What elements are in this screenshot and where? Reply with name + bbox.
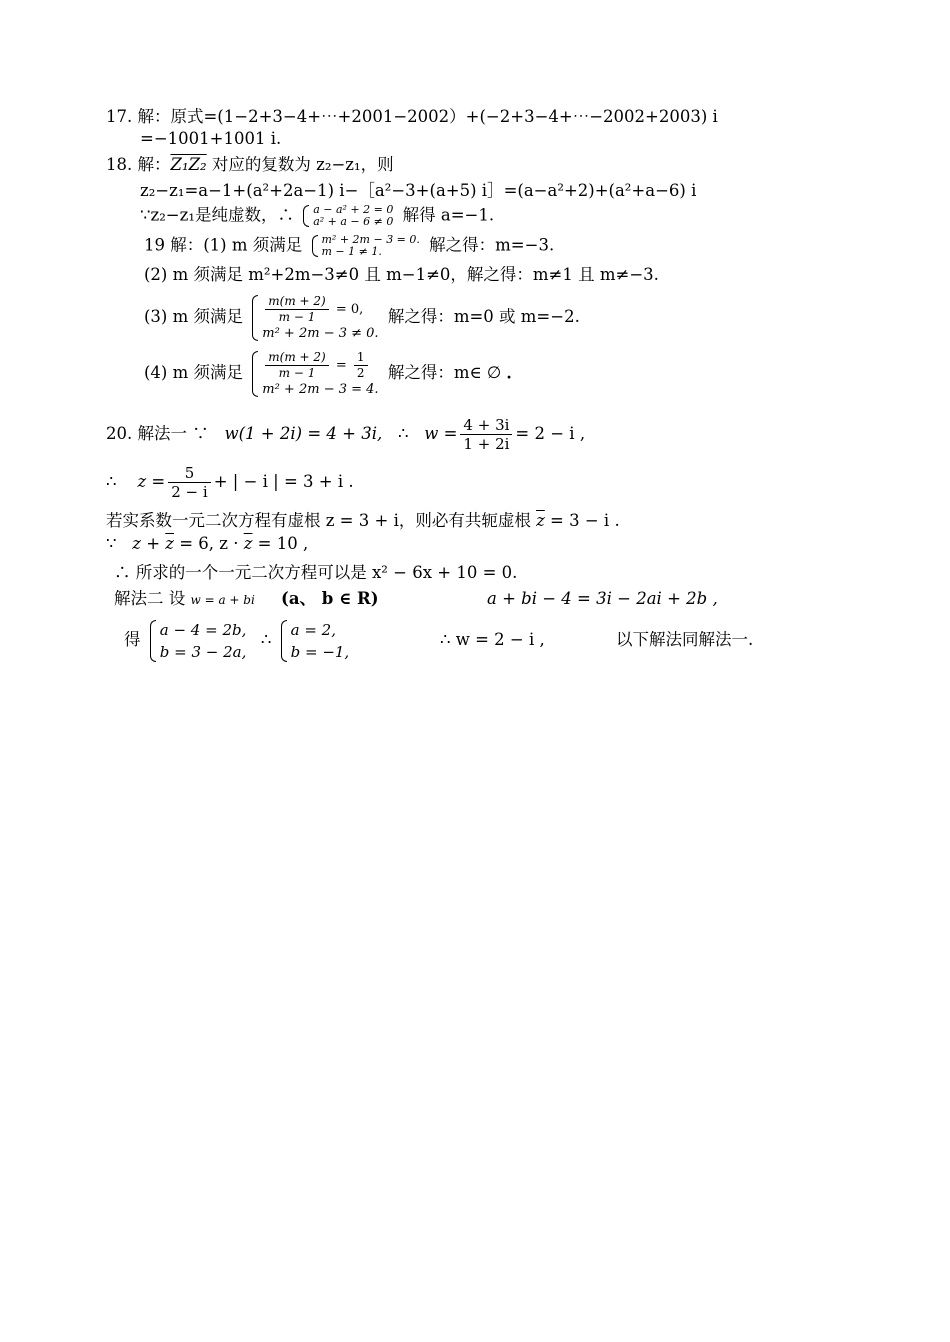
p20-l7-system2	[281, 619, 350, 663]
p19-case4-rhs	[354, 350, 368, 381]
p20-l3-zbar: $\overline{z}$	[536, 511, 545, 530]
p19-case4-system	[252, 350, 378, 398]
p19-case3-row2: m² + 2m − 3 ≠ 0.	[262, 325, 379, 341]
p19-case4-eq: =	[331, 357, 351, 373]
p19-case3-eq: = 0,	[331, 301, 364, 317]
p20-l3-a: 若实系数一元二次方程有虚根 z = 3 + i，则必有共轭虚根	[106, 511, 537, 530]
p20-l4-b: z +	[132, 534, 166, 553]
p19-case1-a: 19 解：(1) m 须满足	[144, 235, 303, 255]
p19-case4-a: (4) m 须满足	[144, 363, 244, 382]
p20-l6-b: w = a + bi	[190, 593, 255, 607]
p20-l2-den: 2 − i	[171, 483, 208, 501]
p20-l7-d: 以下解法同解法一.	[616, 630, 754, 649]
p19-case3-system	[252, 294, 378, 342]
p19-case3-num: m(m + 2)	[265, 294, 328, 310]
p19-case4-row2: m² + 2m − 3 = 4.	[262, 381, 379, 397]
p18-intro-b: 对应的复数为 z₂−z₁，则	[206, 155, 394, 174]
p19-case4-num: m(m + 2)	[265, 350, 328, 366]
p20-l7-b: ∴	[260, 630, 272, 649]
p19-case3-den: m − 1	[278, 309, 316, 324]
p19-case4	[144, 348, 523, 398]
p18-line3-b: 解得 a=−1.	[402, 205, 495, 225]
p20-l2-num: 5	[168, 464, 210, 483]
p19-case4-den: m − 1	[278, 365, 316, 380]
p18-system-row1: a − a² + 2 = 0	[313, 203, 394, 216]
p20-l1-a: 20. 解法一 ∵	[106, 424, 209, 443]
p17-line2: =−1001+1001 i.	[140, 129, 282, 148]
p20-line4	[106, 533, 308, 555]
p20-l2-fraction	[168, 464, 210, 501]
p20-l4-d: = 10 ,	[252, 534, 309, 553]
p19-case3-a: (3) m 须满足	[144, 307, 244, 326]
p20-l2-b: z =	[137, 472, 166, 491]
p20-l7-system1	[150, 619, 247, 663]
p19-case3-fraction	[265, 294, 328, 325]
p19-case4-dot: ．	[506, 363, 524, 382]
p19-case2: (2) m 须满足 m²+2m−3≠0 且 m−1≠0，解之得：m≠1 且 m≠−3.	[144, 265, 659, 284]
p19-case4-rden: 2	[356, 365, 365, 380]
p18-vector: Z₁Z₂	[170, 155, 207, 174]
p19-case3-b: 解之得：m=0 或 m=−2.	[387, 307, 580, 326]
p20-l4-c: = 6, z ·	[173, 534, 244, 553]
p19-case1-row1: m² + 2m − 3 = 0.	[321, 233, 420, 246]
p20-l3-b: = 3 − i .	[544, 511, 620, 530]
p20-l7-s1r2: b = 3 − 2a,	[159, 642, 247, 661]
p20-l1-b: w(1 + 2i) = 4 + 3i,	[224, 424, 383, 443]
p19-case3	[144, 292, 580, 342]
p20-line1	[106, 414, 585, 454]
p19-case1-system	[312, 234, 420, 258]
p20-l1-c: ∴	[397, 424, 409, 443]
p20-l6-d: a + bi − 4 = 3i − 2ai + 2b ,	[487, 589, 718, 608]
p18-system	[303, 204, 393, 228]
p20-line7	[124, 616, 754, 664]
p20-l1-den: 1 + 2i	[463, 435, 510, 453]
p20-l2-c: + | − i | = 3 + i .	[213, 472, 354, 491]
p19-case1-row2: m − 1 ≠ 1.	[321, 245, 382, 258]
p20-l4-zbar1: $\overline{z}$	[165, 534, 174, 553]
p18-line3	[140, 204, 494, 228]
p18-line1	[106, 154, 394, 176]
p20-l4-zbar2: $\overline{z}$	[243, 534, 253, 553]
p18-line2: z₂−z₁=a−1+(a²+2a−1) i−［a²−3+(a+5) i］=(a−a²+2)+(a²+a−6) i	[140, 181, 697, 200]
p20-l7-s2r1: a = 2,	[290, 620, 336, 639]
p18-system-row2: a² + a − 6 ≠ 0	[313, 215, 394, 228]
p20-l7-a: 得	[124, 630, 141, 649]
p19-case4-fraction	[265, 350, 328, 381]
p18-line3-a: ∵z₂−z₁是纯虚数，∴	[140, 205, 294, 225]
p18-intro-a: 18. 解：	[106, 155, 171, 174]
p19-case1-b: 解之得：m=−3.	[429, 235, 555, 255]
p20-l1-e: = 2 − i ,	[515, 424, 586, 443]
p20-l1-num: 4 + 3i	[460, 416, 512, 435]
p20-l2-a: ∴	[106, 472, 117, 491]
p20-l7-s1r1: a − 4 = 2b,	[159, 620, 247, 639]
p19-case4-rnum: 1	[354, 350, 368, 366]
p19-case1	[144, 234, 554, 258]
p20-l7-c: ∴ w = 2 − i ,	[440, 630, 545, 649]
p20-l6-a: 解法二 设	[114, 589, 186, 608]
p19-case4-b: 解之得：m∈ ∅	[387, 363, 502, 382]
p20-l1-d: w =	[424, 424, 458, 443]
p20-l7-s2r2: b = −1,	[290, 642, 350, 661]
p20-l6-c: (a、 b ∈ R)	[281, 589, 379, 608]
p20-line6	[114, 588, 718, 611]
p20-line5: ∴ 所求的一个一元二次方程可以是 x² − 6x + 10 = 0.	[114, 563, 518, 582]
p20-l4-a: ∵	[106, 534, 117, 553]
p20-line2	[106, 462, 354, 502]
p20-line3	[106, 510, 620, 532]
p20-l1-fraction	[460, 416, 512, 453]
p17-line1: 17. 解：原式=(1−2+3−4+⋯+2001−2002）+(−2+3−4+⋯−2002+2003) i	[106, 107, 718, 126]
